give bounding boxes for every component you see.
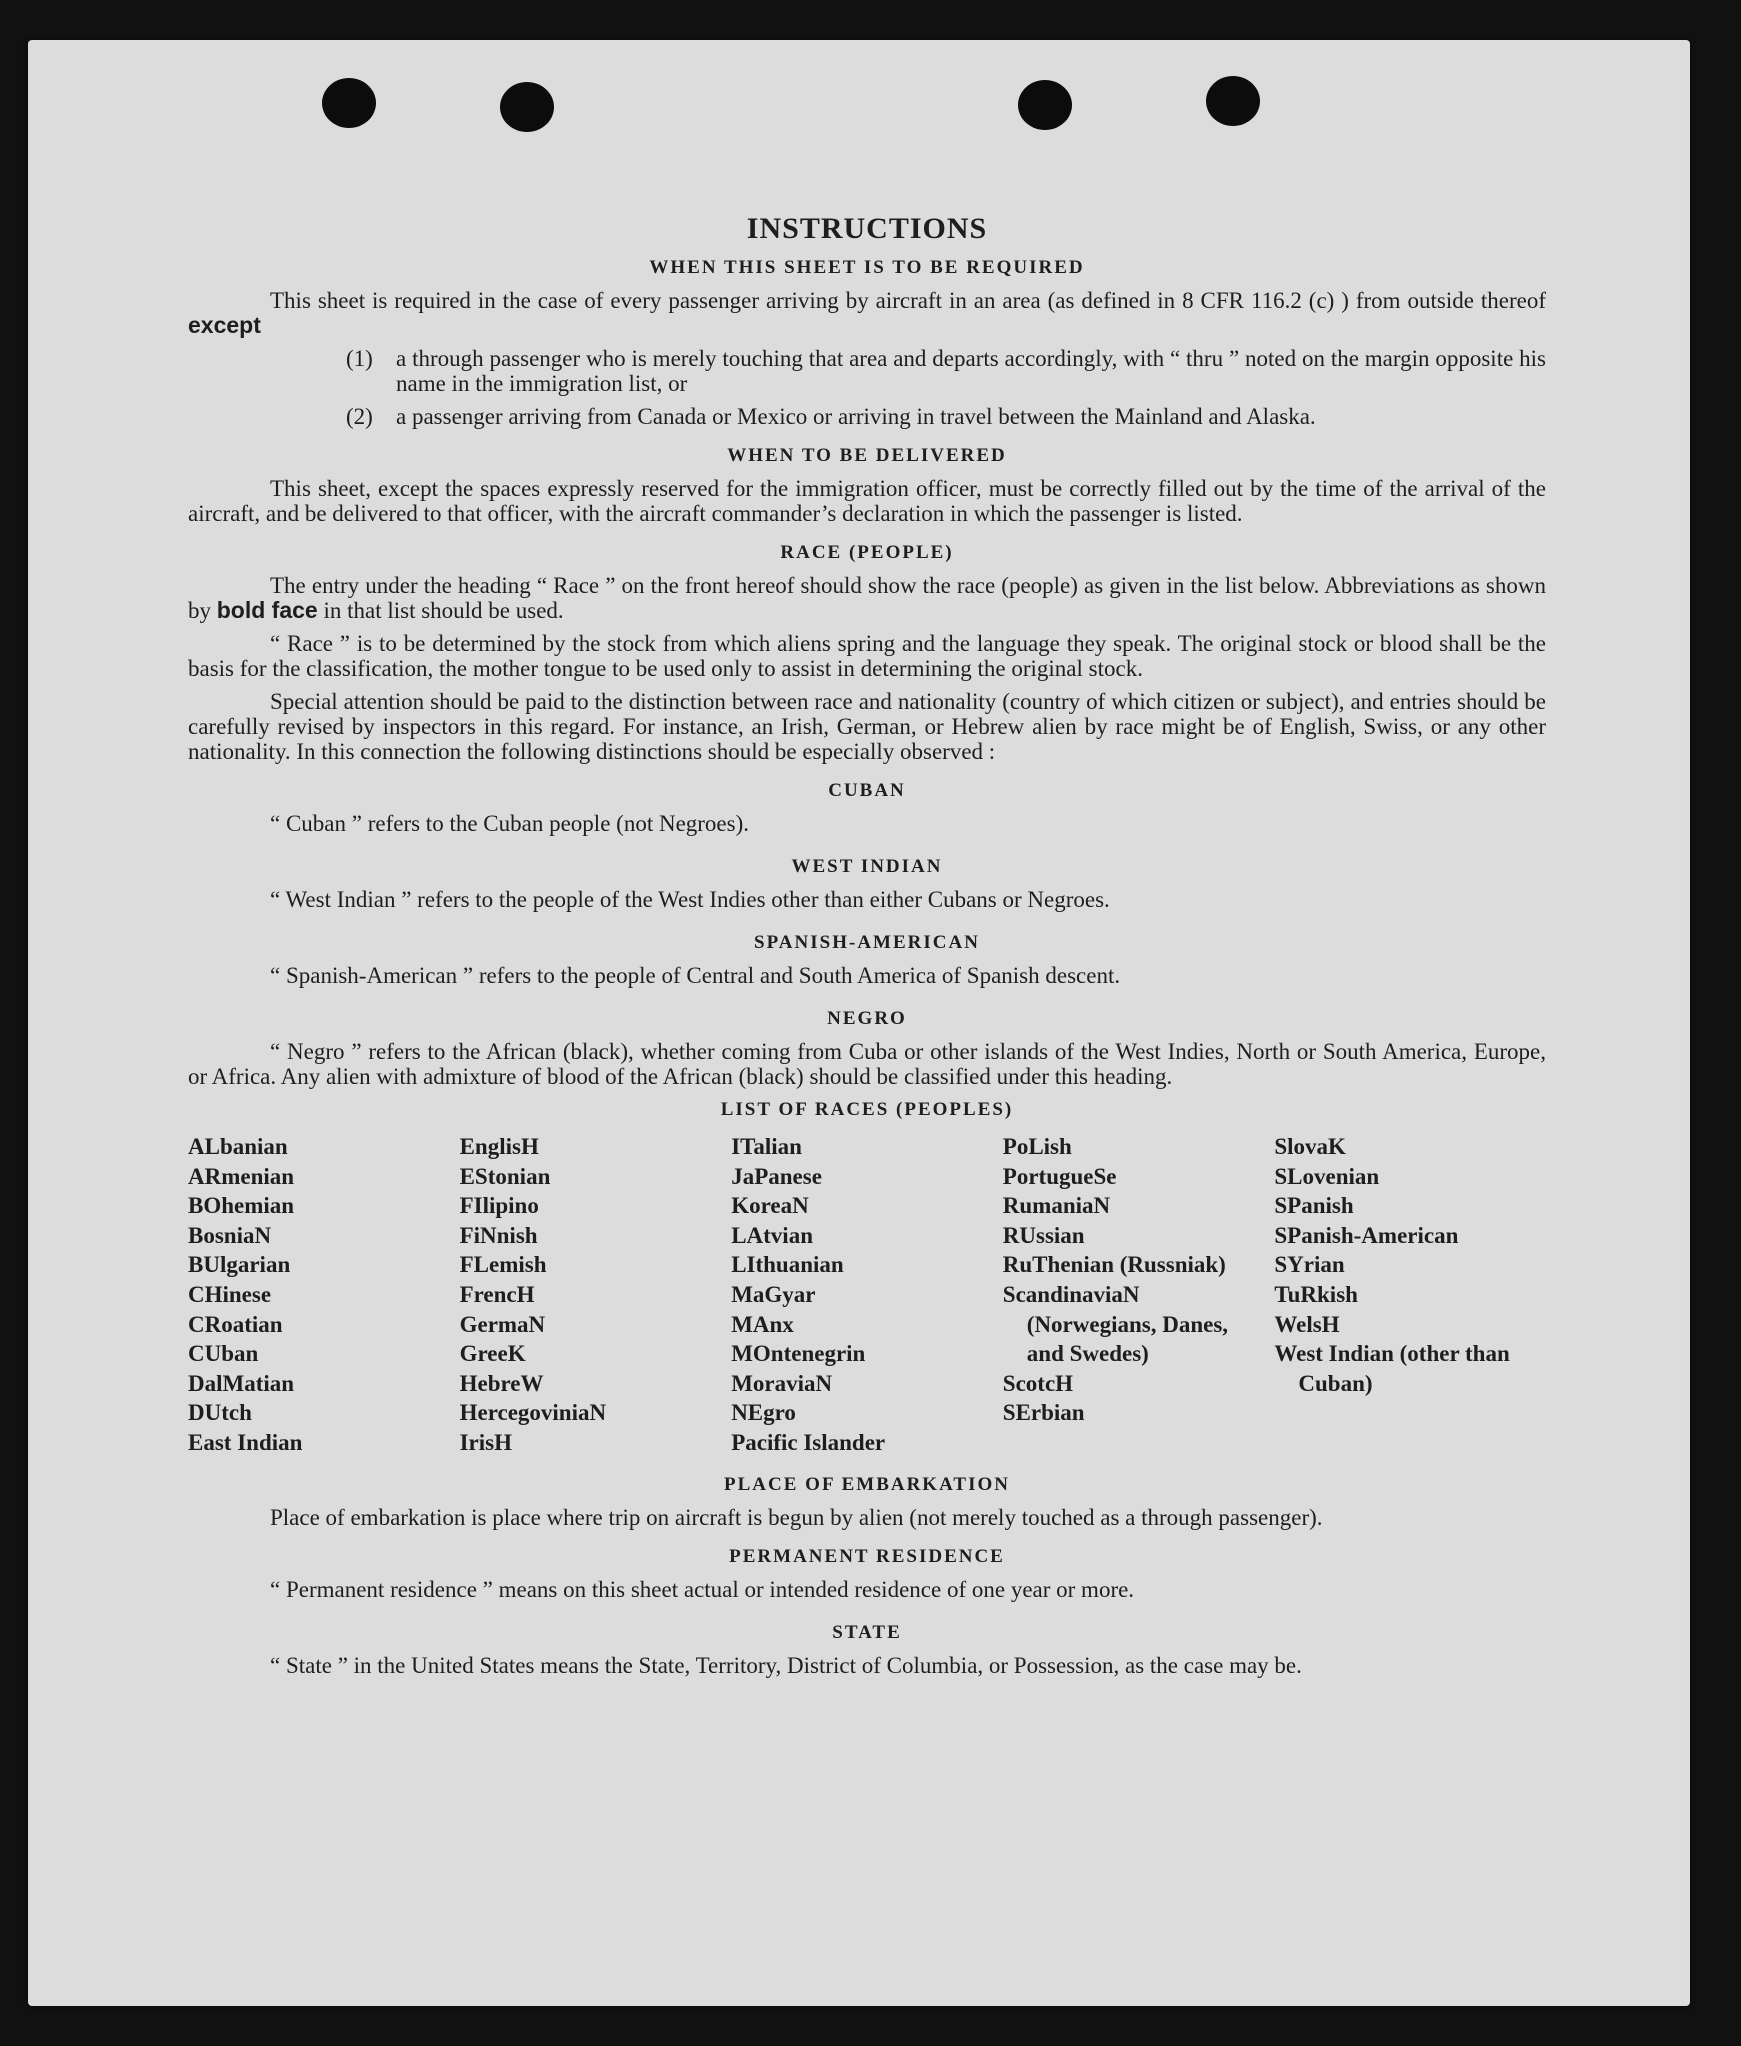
race-entry: NEgro <box>731 1400 796 1426</box>
race-entry: East Indian <box>188 1429 303 1455</box>
section-heading-west-indian: WEST INDIAN <box>791 856 943 877</box>
race-entry: FiNnish <box>459 1222 538 1248</box>
race-entry: Pacific Islander <box>731 1429 886 1455</box>
spanish-american-text: “ Spanish-American ” refers to the people of Central and South America of Spanish descent. <box>270 963 1121 988</box>
race-entry: West Indian (other than Cuban) <box>1274 1341 1510 1396</box>
race-entry: GermaN <box>459 1311 546 1337</box>
instructions-content <box>188 176 1546 1686</box>
section-heading-list-of-races: LIST OF RACES (PEOPLES) <box>720 1099 1014 1120</box>
race-entry: RuThenian (Russniak) <box>1002 1252 1226 1278</box>
race-entry: KoreaN <box>731 1193 809 1219</box>
embarkation-text: Place of embarkation is place where trip on aircraft is begun by alien (not merely touched as a through passenger). <box>270 1504 1323 1530</box>
races-column-3 <box>731 1132 1003 1458</box>
required-intro: This sheet is required in the case of every passenger arriving by aircraft in an area (as defined in 8 CFR 116.2 (c) ) from outside thereof except <box>188 288 1546 338</box>
punch-hole <box>1018 80 1072 130</box>
race-entry: ScandinaviaN (Norwegians, Danes, and Swedes) <box>1002 1281 1229 1367</box>
race-entry: ITalian <box>731 1134 802 1159</box>
race-entry: SErbian <box>1002 1400 1085 1426</box>
race-entry: ScotcH <box>1002 1370 1074 1396</box>
race-entry: LIthuanian <box>731 1252 844 1278</box>
race-entry: WelsH <box>1274 1311 1340 1337</box>
document-page <box>28 40 1690 2006</box>
section-heading-embarkation: PLACE OF EMBARKATION <box>724 1473 1010 1495</box>
race-paragraph-2: “ Race ” is to be determined by the stock from which aliens spring and the language they speak. The original stock or blood shall be the basis for the classification, the mother tongue to be used only to assist in determining the original stock. <box>188 631 1546 681</box>
race-entry: HercegoviniaN <box>459 1400 607 1426</box>
race-paragraph-3: Special attention should be paid to the distinction between race and nationality (country of which citizen or subject), and entries should be carefully revised by inspectors in this regard. For instance, an Irish, German, or Hebrew alien by race might be of English, Swiss, or any other nationality. In this connection the following distinctions should be especially observed : <box>188 689 1546 764</box>
race-entry: SlovaK <box>1274 1134 1346 1159</box>
race-entry: LAtvian <box>731 1222 813 1248</box>
punch-hole <box>500 82 554 132</box>
section-heading-race: RACE (PEOPLE) <box>780 542 954 563</box>
race-paragraph-1: The entry under the heading “ Race ” on the front hereof should show the race (people) as given in the list below. Abbreviations as shown by bold face in that list should be used. <box>188 573 1546 623</box>
state-text: “ State ” in the United States means the State, Territory, District of Columbia, or Possession, as the case may be. <box>270 1652 1302 1678</box>
race-entry: HebreW <box>459 1370 544 1396</box>
race-entry: FIlipino <box>459 1193 539 1219</box>
section-heading-cuban: CUBAN <box>828 780 906 801</box>
race-entry: RumaniaN <box>1002 1193 1111 1219</box>
race-entry: DUtch <box>188 1400 252 1426</box>
negro-text: “ Negro ” refers to the African (black), whether coming from Cuba or other islands of the West Indies, North or South America, Europe, or Africa. Any alien with admixture of blood of the African (black) should be classified under this heading. <box>188 1039 1546 1089</box>
race-entry: BOhemian <box>188 1193 295 1219</box>
punch-hole <box>322 78 376 128</box>
race-entry: GreeK <box>459 1341 526 1367</box>
page-title: INSTRUCTIONS <box>746 212 988 245</box>
delivered-text: This sheet, except the spaces expressly reserved for the immigration officer, must be correctly filled out by the time of the arrival of the aircraft, and be delivered to that officer, with the aircraft commander’s declaration in which the passenger is listed. <box>188 476 1546 526</box>
race-entry: PortugueSe <box>1002 1163 1117 1189</box>
section-heading-state: STATE <box>832 1621 902 1643</box>
race-entry: CHinese <box>188 1281 272 1307</box>
section-heading-negro: NEGRO <box>827 1008 907 1029</box>
race-entry: EnglisH <box>459 1134 539 1159</box>
races-list <box>188 1132 1546 1458</box>
race-entry: IrisH <box>459 1429 512 1455</box>
race-entry: MaGyar <box>731 1281 816 1307</box>
races-column-4 <box>1003 1132 1275 1458</box>
race-entry: FLemish <box>459 1252 547 1278</box>
races-column-5 <box>1274 1132 1546 1458</box>
race-entry: MAnx <box>731 1311 794 1337</box>
race-entry: JaPanese <box>731 1163 822 1189</box>
residence-text: “ Permanent residence ” means on this sheet actual or intended residence of one year or more. <box>270 1576 1135 1602</box>
races-column-1 <box>188 1132 460 1458</box>
west-indian-text: “ West Indian ” refers to the people of the West Indies other than either Cubans or Negroes. <box>270 887 1110 912</box>
race-entry: SLovenian <box>1274 1163 1380 1189</box>
race-entry: SPanish-American <box>1274 1222 1459 1248</box>
race-entry: RUssian <box>1002 1222 1085 1248</box>
list-item: (2) a passenger arriving from Canada or Mexico or arriving in travel between the Mainland and Alaska. <box>346 404 1316 429</box>
race-entry: BUlgarian <box>188 1252 291 1278</box>
race-entry: MoraviaN <box>731 1370 833 1396</box>
race-entry: CRoatian <box>188 1311 283 1337</box>
section-heading-residence: PERMANENT RESIDENCE <box>729 1545 1005 1567</box>
list-item: (1) a through passenger who is merely touching that area and departs accordingly, with “ thru ” noted on the margin opposite his name in the immigration list, or <box>346 346 1546 396</box>
race-entry: FrencH <box>459 1281 535 1307</box>
race-entry: ARmenian <box>188 1163 295 1189</box>
race-entry: DalMatian <box>188 1370 295 1396</box>
race-entry: SYrian <box>1274 1252 1345 1278</box>
race-entry: ALbanian <box>188 1134 288 1159</box>
race-entry: MOntenegrin <box>731 1341 866 1367</box>
races-column-2 <box>460 1132 732 1458</box>
race-entry: PoLish <box>1002 1134 1072 1159</box>
section-heading-required: WHEN THIS SHEET IS TO BE REQUIRED <box>649 257 1085 278</box>
race-entry: SPanish <box>1274 1193 1354 1219</box>
race-entry: CUban <box>188 1341 259 1367</box>
race-entry: EStonian <box>459 1163 551 1189</box>
punch-hole <box>1206 76 1260 126</box>
section-heading-spanish-american: SPANISH-AMERICAN <box>754 932 980 953</box>
race-entry: BosniaN <box>188 1222 272 1248</box>
section-heading-delivered: WHEN TO BE DELIVERED <box>727 445 1007 466</box>
race-entry: TuRkish <box>1274 1281 1358 1307</box>
cuban-text: “ Cuban ” refers to the Cuban people (not Negroes). <box>270 811 750 836</box>
